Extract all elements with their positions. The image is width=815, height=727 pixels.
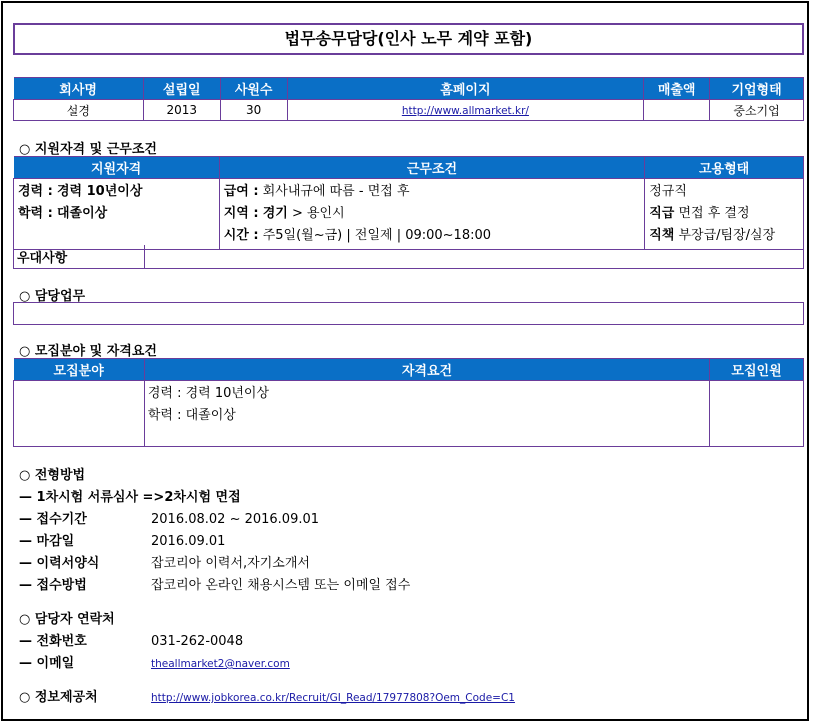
recruit-field-value [14,381,145,447]
source-row [19,686,515,705]
header-requirements: 자격요건 [144,359,709,381]
email-label: — 이메일 [19,656,75,671]
time-value: 주5일(월~금) | 전일제 | 09:00~18:00 [262,228,492,243]
qualification-section-title: ○ 지원자격 및 근무조건 [19,142,157,157]
header-homepage: 홈페이지 [287,78,644,100]
position-value: 부장급/팀장/실장 [678,228,776,243]
conditions-cell [219,179,644,250]
region-value-province: 경기 [262,206,288,221]
preference-value [145,245,804,268]
salary-label: 급여 : [223,184,259,199]
period-label: — 접수기간 [19,512,87,527]
header-company-name: 회사명 [14,78,144,100]
header-headcount: 모집인원 [710,359,804,381]
source-link[interactable]: http://www.jobkorea.co.kr/Recruit/GI_Read/17977808?Oem_Code=C1 [151,692,515,704]
time-label: 시간 : [223,228,259,243]
preference-table [13,245,804,269]
position-label: 직책 [649,228,675,243]
career-label: 경력 : [18,184,53,199]
method-value: 잡코리아 온라인 채용시스템 또는 이메일 접수 [151,578,411,593]
contact-section-title: ○ 담당자 연락처 [19,612,115,627]
contact-row-email [19,652,290,671]
company-name: 설경 [14,100,144,121]
education-value: 대졸이상 [56,206,108,221]
company-homepage-cell [287,100,644,121]
email-link[interactable]: theallmarket2@naver.com [151,658,290,670]
rank-value: 면접 후 결정 [678,206,750,221]
contact-row-phone [19,630,243,649]
header-employees: 사원수 [220,78,287,100]
process-row-deadline [19,530,225,549]
process-section-title: ○ 전형방법 [19,468,86,483]
company-founded: 2013 [143,100,220,121]
requirement-career: 경력 : 경력 10년이상 [147,386,270,401]
deadline-value: 2016.09.01 [151,534,226,549]
company-table [13,77,804,121]
deadline-label: — 마감일 [19,534,75,549]
education-label: 학력 : [18,206,53,221]
header-qualification: 지원자격 [14,157,220,179]
duty-section-title: ○ 담당업무 [19,289,86,304]
recruit-section-title: ○ 모집분야 및 자격요건 [19,344,157,359]
phone-value: 031-262-0048 [151,634,244,649]
salary-value: 회사내규에 따름 - 면접 후 [262,184,410,199]
header-revenue: 매출액 [644,78,710,100]
region-label: 지역 : [223,206,259,221]
duty-value [14,303,804,325]
header-conditions: 근무조건 [219,157,644,179]
process-steps: — 1차시험 서류심사 =>2차시험 면접 [19,490,241,505]
region-value-city: > 용인시 [291,206,345,221]
header-employment-type: 고용형태 [645,157,804,179]
company-employees: 30 [220,100,287,121]
preference-label: 우대사항 [14,245,145,268]
process-row-method [19,574,410,593]
source-label: ○ 정보제공처 [19,690,98,705]
document-frame [1,1,809,721]
requirement-education: 학력 : 대졸이상 [147,408,236,423]
qualification-cell [14,179,220,250]
employment-cell [645,179,804,250]
header-recruit-field: 모집분야 [14,359,145,381]
rank-label: 직급 [649,206,675,221]
header-company-type: 기업형태 [710,78,804,100]
header-founded: 설립일 [143,78,220,100]
period-value: 2016.08.02 ~ 2016.09.01 [151,512,320,527]
employment-type-value: 정규직 [649,184,687,199]
company-type: 중소기업 [710,100,804,121]
resume-value: 잡코리아 이력서,자기소개서 [151,556,310,571]
requirements-cell [144,381,709,447]
career-value: 경력 10년이상 [56,184,143,199]
headcount-value [710,381,804,447]
method-label: — 접수방법 [19,578,87,593]
company-revenue [644,100,710,121]
process-row-resume [19,552,310,571]
resume-label: — 이력서양식 [19,556,100,571]
duty-table [13,302,804,325]
qualification-table [13,156,804,250]
job-title: 법무송무담당(인사 노무 계약 포함) [13,23,804,55]
process-row-period [19,508,319,527]
phone-label: — 전화번호 [19,634,87,649]
recruit-table [13,358,804,447]
company-homepage-link[interactable]: http://www.allmarket.kr/ [401,105,529,117]
